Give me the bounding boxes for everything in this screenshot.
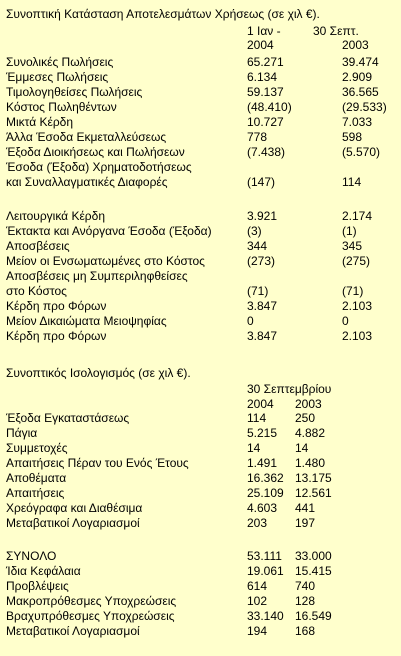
income-row-label: Έμμεσες Πωλήσεις — [6, 70, 109, 84]
balance-row-value-2004: 33.140 — [247, 609, 284, 623]
income-row-label: Έξοδα Διοικήσεως και Πωλήσεων — [6, 145, 185, 159]
income-row-value-2004: (273) — [247, 254, 276, 268]
income-row-value-2003: 345 — [342, 239, 363, 253]
balance-row-value-2004: 102 — [247, 594, 268, 608]
balance-row-value-2003: 197 — [295, 516, 316, 530]
income-row-value-2004: 3.921 — [247, 209, 278, 223]
income-row-value-2003: 114 — [342, 175, 362, 189]
income-row-label: Κέρδη προ Φόρων — [6, 329, 107, 343]
income-row-label: Λειτουργικά Κέρδη — [6, 209, 105, 223]
income-period-to: 30 Σεπτ. — [313, 24, 359, 38]
balance-row-label: Βραχυπρόθεσμες Υποχρεώσεις — [6, 609, 175, 623]
income-row-value-2003: (71) — [342, 284, 364, 298]
balance-row-value-2004: 53.111 — [247, 549, 282, 563]
balance-sheet-title: Συνοπτικός Ισολογισμός (σε χιλ €). — [6, 366, 191, 380]
balance-row-value-2004: 14 — [247, 441, 261, 455]
balance-row-value-2004: 203 — [247, 516, 268, 530]
balance-row-label: Απαιτήσεις Πέραν του Ενός Έτους — [6, 456, 189, 470]
income-row-value-2003: (275) — [342, 254, 371, 268]
balance-row-value-2004: 1.491 — [247, 456, 278, 470]
balance-row-label: ΣΥΝΟΛΟ — [6, 549, 57, 563]
income-row-value-2003: 2.103 — [342, 329, 373, 343]
income-row-value-2004: 3.847 — [247, 299, 278, 313]
income-row-value-2003: (5.570) — [342, 145, 381, 159]
balance-row-value-2003: 1.480 — [295, 456, 326, 470]
balance-row-value-2003: 33.000 — [295, 549, 332, 563]
income-row-value-2004: 6.134 — [247, 70, 278, 84]
income-row-label: Μείον Δικαιώματα Μειοψηφίας — [6, 314, 167, 328]
income-row-label: Άλλα Έσοδα Εκμεταλλεύσεως — [6, 130, 167, 144]
balance-row-label: Πάγια — [6, 426, 38, 440]
balance-row-value-2004: 5.215 — [247, 426, 278, 440]
income-row-label: Τιμολογηθείσες Πωλήσεις — [6, 85, 143, 99]
income-row-value-2004: (71) — [247, 284, 269, 298]
balance-row-value-2003: 4.882 — [295, 426, 326, 440]
income-row-label: Μικτά Κέρδη — [6, 115, 74, 129]
income-row-value-2004: (147) — [247, 175, 276, 189]
balance-row-value-2004: 25.109 — [247, 486, 284, 500]
balance-row-value-2004: 19.061 — [247, 564, 284, 578]
balance-row-value-2003: 740 — [295, 579, 316, 593]
balance-row-label: Ίδια Κεφάλαια — [6, 564, 81, 578]
income-row-value-2004: 3.847 — [247, 329, 278, 343]
balance-row-label: Μεταβατικοί Λογαριασμοί — [6, 516, 140, 530]
income-statement-title: Συνοπτική Κατάσταση Αποτελεσμάτων Χρήσεως (σε χιλ €). — [6, 7, 320, 21]
balance-row-value-2004: 114 — [247, 411, 267, 425]
balance-row-value-2003: 441 — [295, 501, 316, 515]
income-row-label: Έκτακτα και Ανόργανα Έσοδα (Έξοδα) — [6, 224, 212, 238]
income-row-value-2003: 2.174 — [342, 209, 373, 223]
income-year-2004: 2004 — [247, 38, 274, 52]
balance-row-value-2004: 4.603 — [247, 501, 278, 515]
balance-row-value-2003: 13.175 — [295, 471, 332, 485]
income-row-label: Μείον οι Ενσωματωμένες στο Κόστος — [6, 254, 205, 268]
income-row-value-2003: 598 — [342, 130, 363, 144]
balance-row-value-2004: 16.362 — [247, 471, 284, 485]
balance-row-value-2003: 128 — [295, 594, 316, 608]
balance-row-label: Έξοδα Εγκαταστάσεως — [6, 411, 130, 425]
income-row-value-2004: 344 — [247, 239, 268, 253]
income-row-value-2004: 778 — [247, 130, 268, 144]
income-row-value-2004: 59.137 — [247, 85, 284, 99]
balance-row-value-2004: 194 — [247, 624, 268, 638]
balance-row-value-2003: 15.415 — [295, 564, 332, 578]
income-row-value-2004: (7.438) — [247, 145, 286, 159]
income-row-value-2004: 10.727 — [247, 115, 284, 129]
balance-row-label: Συμμετοχές — [6, 441, 68, 455]
balance-row-value-2003: 12.561 — [295, 486, 332, 500]
income-row-label: Κόστος Πωληθέντων — [6, 100, 117, 114]
balance-year-2003: 2003 — [295, 397, 322, 411]
income-row-value-2004: 65.271 — [247, 55, 284, 69]
income-row-value-2003: 2.103 — [342, 299, 373, 313]
income-row-value-2003: 2.909 — [342, 70, 373, 84]
balance-row-value-2003: 250 — [295, 411, 316, 425]
balance-row-label: Χρεόγραφα και Διαθέσιμα — [6, 501, 143, 515]
income-row-value-2003: (1) — [342, 224, 357, 238]
income-row-label: και Συναλλαγματικές Διαφορές — [6, 175, 168, 189]
income-row-value-2004: 0 — [247, 314, 254, 328]
balance-row-label: Αποθέματα — [6, 471, 67, 485]
balance-row-value-2003: 16.549 — [295, 609, 332, 623]
income-row-value-2004: (3) — [247, 224, 262, 238]
income-row-value-2003: 0 — [342, 314, 349, 328]
balance-row-label: Μεταβατικοί Λογαριασμοί — [6, 624, 140, 638]
balance-row-label: Προβλέψεις — [6, 579, 69, 593]
balance-row-value-2004: 614 — [247, 579, 268, 593]
balance-row-value-2003: 168 — [295, 624, 316, 638]
income-row-value-2003: 7.033 — [342, 115, 373, 129]
balance-row-label: Απαιτήσεις — [6, 486, 65, 500]
income-row-label: Έσοδα (Έξοδα) Χρηματοδοτήσεως — [6, 160, 192, 174]
income-period-from: 1 Ιαν - — [247, 24, 281, 38]
balance-year-2004: 2004 — [247, 397, 274, 411]
balance-period: 30 Σεπτεμβρίου — [247, 382, 332, 396]
income-row-value-2003: 36.565 — [342, 85, 379, 99]
income-row-value-2004: (48.410) — [247, 100, 292, 114]
income-row-value-2003: (29.533) — [342, 100, 387, 114]
balance-row-value-2003: 14 — [295, 441, 309, 455]
income-row-value-2003: 39.474 — [342, 55, 379, 69]
income-row-label: Αποσβέσεις μη Συμπεριληφθείσες — [6, 269, 188, 283]
income-row-label: Αποσβέσεις — [6, 239, 70, 253]
income-year-2003: 2003 — [342, 38, 369, 52]
balance-row-label: Μακροπρόθεσμες Υποχρεώσεις — [6, 594, 177, 608]
income-row-label: Συνολικές Πωλήσεις — [6, 55, 114, 69]
income-row-label: στο Κόστος — [6, 284, 67, 298]
income-row-label: Κέρδη προ Φόρων — [6, 299, 107, 313]
